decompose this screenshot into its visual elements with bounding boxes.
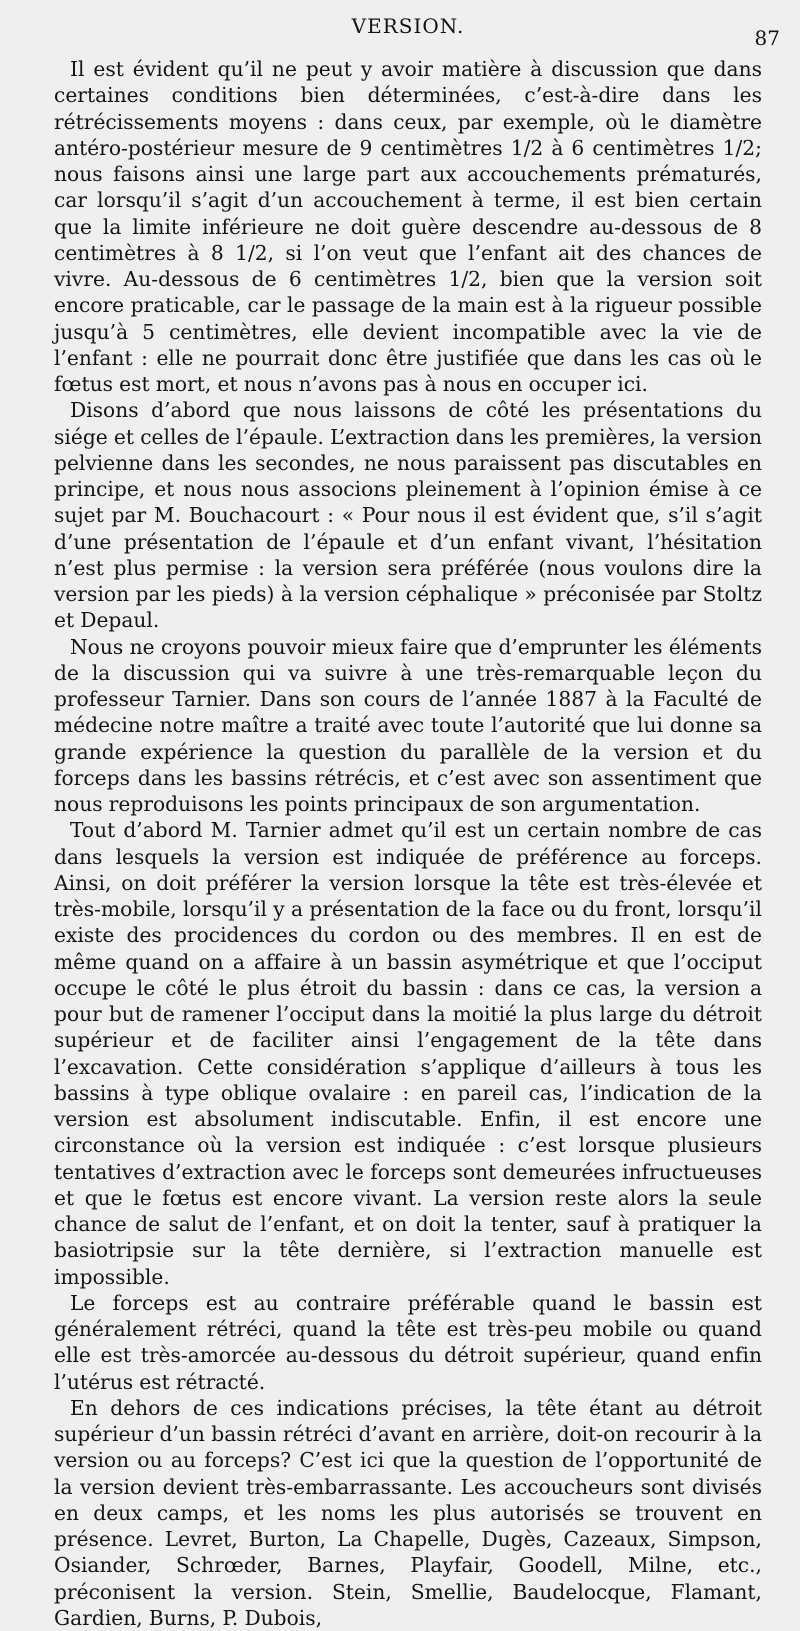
page-number: 87 (754, 26, 780, 50)
paragraph-2: Disons d’abord que nous laissons de côté les présentations du siége et celles de l’épaule. L’extraction dans les premières, la version pelvienne dans les secondes, ne nous paraissent pas discutables en principe, et nous nous associons pleinement à l’opinion émise à ce sujet par M. Bouchacourt : « Pour nous il est évident que, s’il s’agit d’une présentation de l’épaule et d’un enfant vivant, l’hésitation n’est plus permise : la version sera préférée (nous voulons dire la version par les pieds) à la version céphalique » préconisée par Stoltz et Depaul. (54, 398, 762, 633)
paragraph-4: Tout d’abord M. Tarnier admet qu’il est un certain nombre de cas dans lesquels la version est indiquée de préférence au forceps. Ainsi, on doit préférer la version lorsque la tête est très-élevée et très-mobile, lorsqu’il y a présentation de la face ou du front, lorsqu’il existe des procidences du cordon ou des membres. Il en est de même quand on a affaire à un bassin asymétrique et que l’occiput occupe le côté le plus étroit du bassin : dans ce cas, la version a pour but de ramener l’occiput dans la moitié la plus large du détroit supérieur et de faciliter ainsi l’engagement de la tête dans l’excavation. Cette considération s’applique d’ailleurs à tous les bassins à type oblique ovalaire : en pareil cas, l’indication de la version est absolument indiscutable. Enfin, il est encore une circonstance où la version est indiquée : c’est lorsque plusieurs tentatives d’extraction avec le forceps sont demeurées infructueuses et que le fœtus est encore vivant. La version reste alors la seule chance de salut de l’enfant, et on doit la tenter, sauf à pratiquer la basiotripsie sur la tête dernière, si l’extraction manuelle est impossible. (54, 818, 762, 1289)
paragraph-6: En dehors de ces indications précises, la tête étant au détroit supérieur d’un bassin rétréci d’avant en arrière, doit-on recourir à la version ou au forceps? C’est ici que la question de l’opportunité de la version devient très-embarrassante. Les accoucheurs sont divisés en deux camps, et les noms les plus autorisés se trouvent en présence. Levret, Burton, La Chapelle, Dugès, Cazeaux, Simpson, Osiander, Schrœder, Barnes, Playfair, Goodell, Milne, etc., préconisent la version. Stein, Smellie, Baudelocque, Flamant, Gardien, Burns, P. Dubois, (54, 1395, 762, 1630)
running-head (54, 12, 780, 50)
paragraph-5: Le forceps est au contraire préférable quand le bassin est généralement rétréci, quand la tête est très-peu mobile ou quand elle est très-amorcée au-dessous du détroit supérieur, quand enfin l’utérus est rétracté. (54, 1290, 762, 1394)
paragraph-3: Nous ne croyons pouvoir mieux faire que d’emprunter les éléments de la discussion qui va suivre à une très-remarquable leçon du professeur Tarnier. Dans son cours de l’année 1887 à la Faculté de médecine notre maître a traité avec toute l’autorité que lui donne sa grande expérience la question du parallèle de la version et du forceps dans les bassins rétrécis, et c’est avec son assentiment que nous reproduisons les points principaux de son argumentation. (54, 634, 762, 816)
running-title: VERSION. (351, 14, 465, 38)
body-text (54, 56, 762, 1631)
paragraph-1: Il est évident qu’il ne peut y avoir matière à discussion que dans certaines conditions bien déterminées, c’est-à-dire dans les rétrécissements moyens : dans ceux, par exemple, où le diamètre antéro-postérieur mesure de 9 centimètres 1/2 à 6 centimètres 1/2; nous faisons ainsi une large part aux accouchements prématurés, car lorsqu’il s’agit d’un accouchement à terme, il est bien certain que la limite inférieure ne doit guère descendre au-dessous de 8 centimètres à 8 1/2, si l’on veut que l’enfant ait des chances de vivre. Au-dessous de 6 centimètres 1/2, bien que la version soit encore praticable, car le passage de la main est à la rigueur possible jusqu’à 5 centimètres, elle devient incompatible avec la vie de l’enfant : elle ne pourrait donc être justifiée que dans les cas où le fœtus est mort, et nous n’avons pas à nous en occuper ici. (54, 57, 762, 396)
